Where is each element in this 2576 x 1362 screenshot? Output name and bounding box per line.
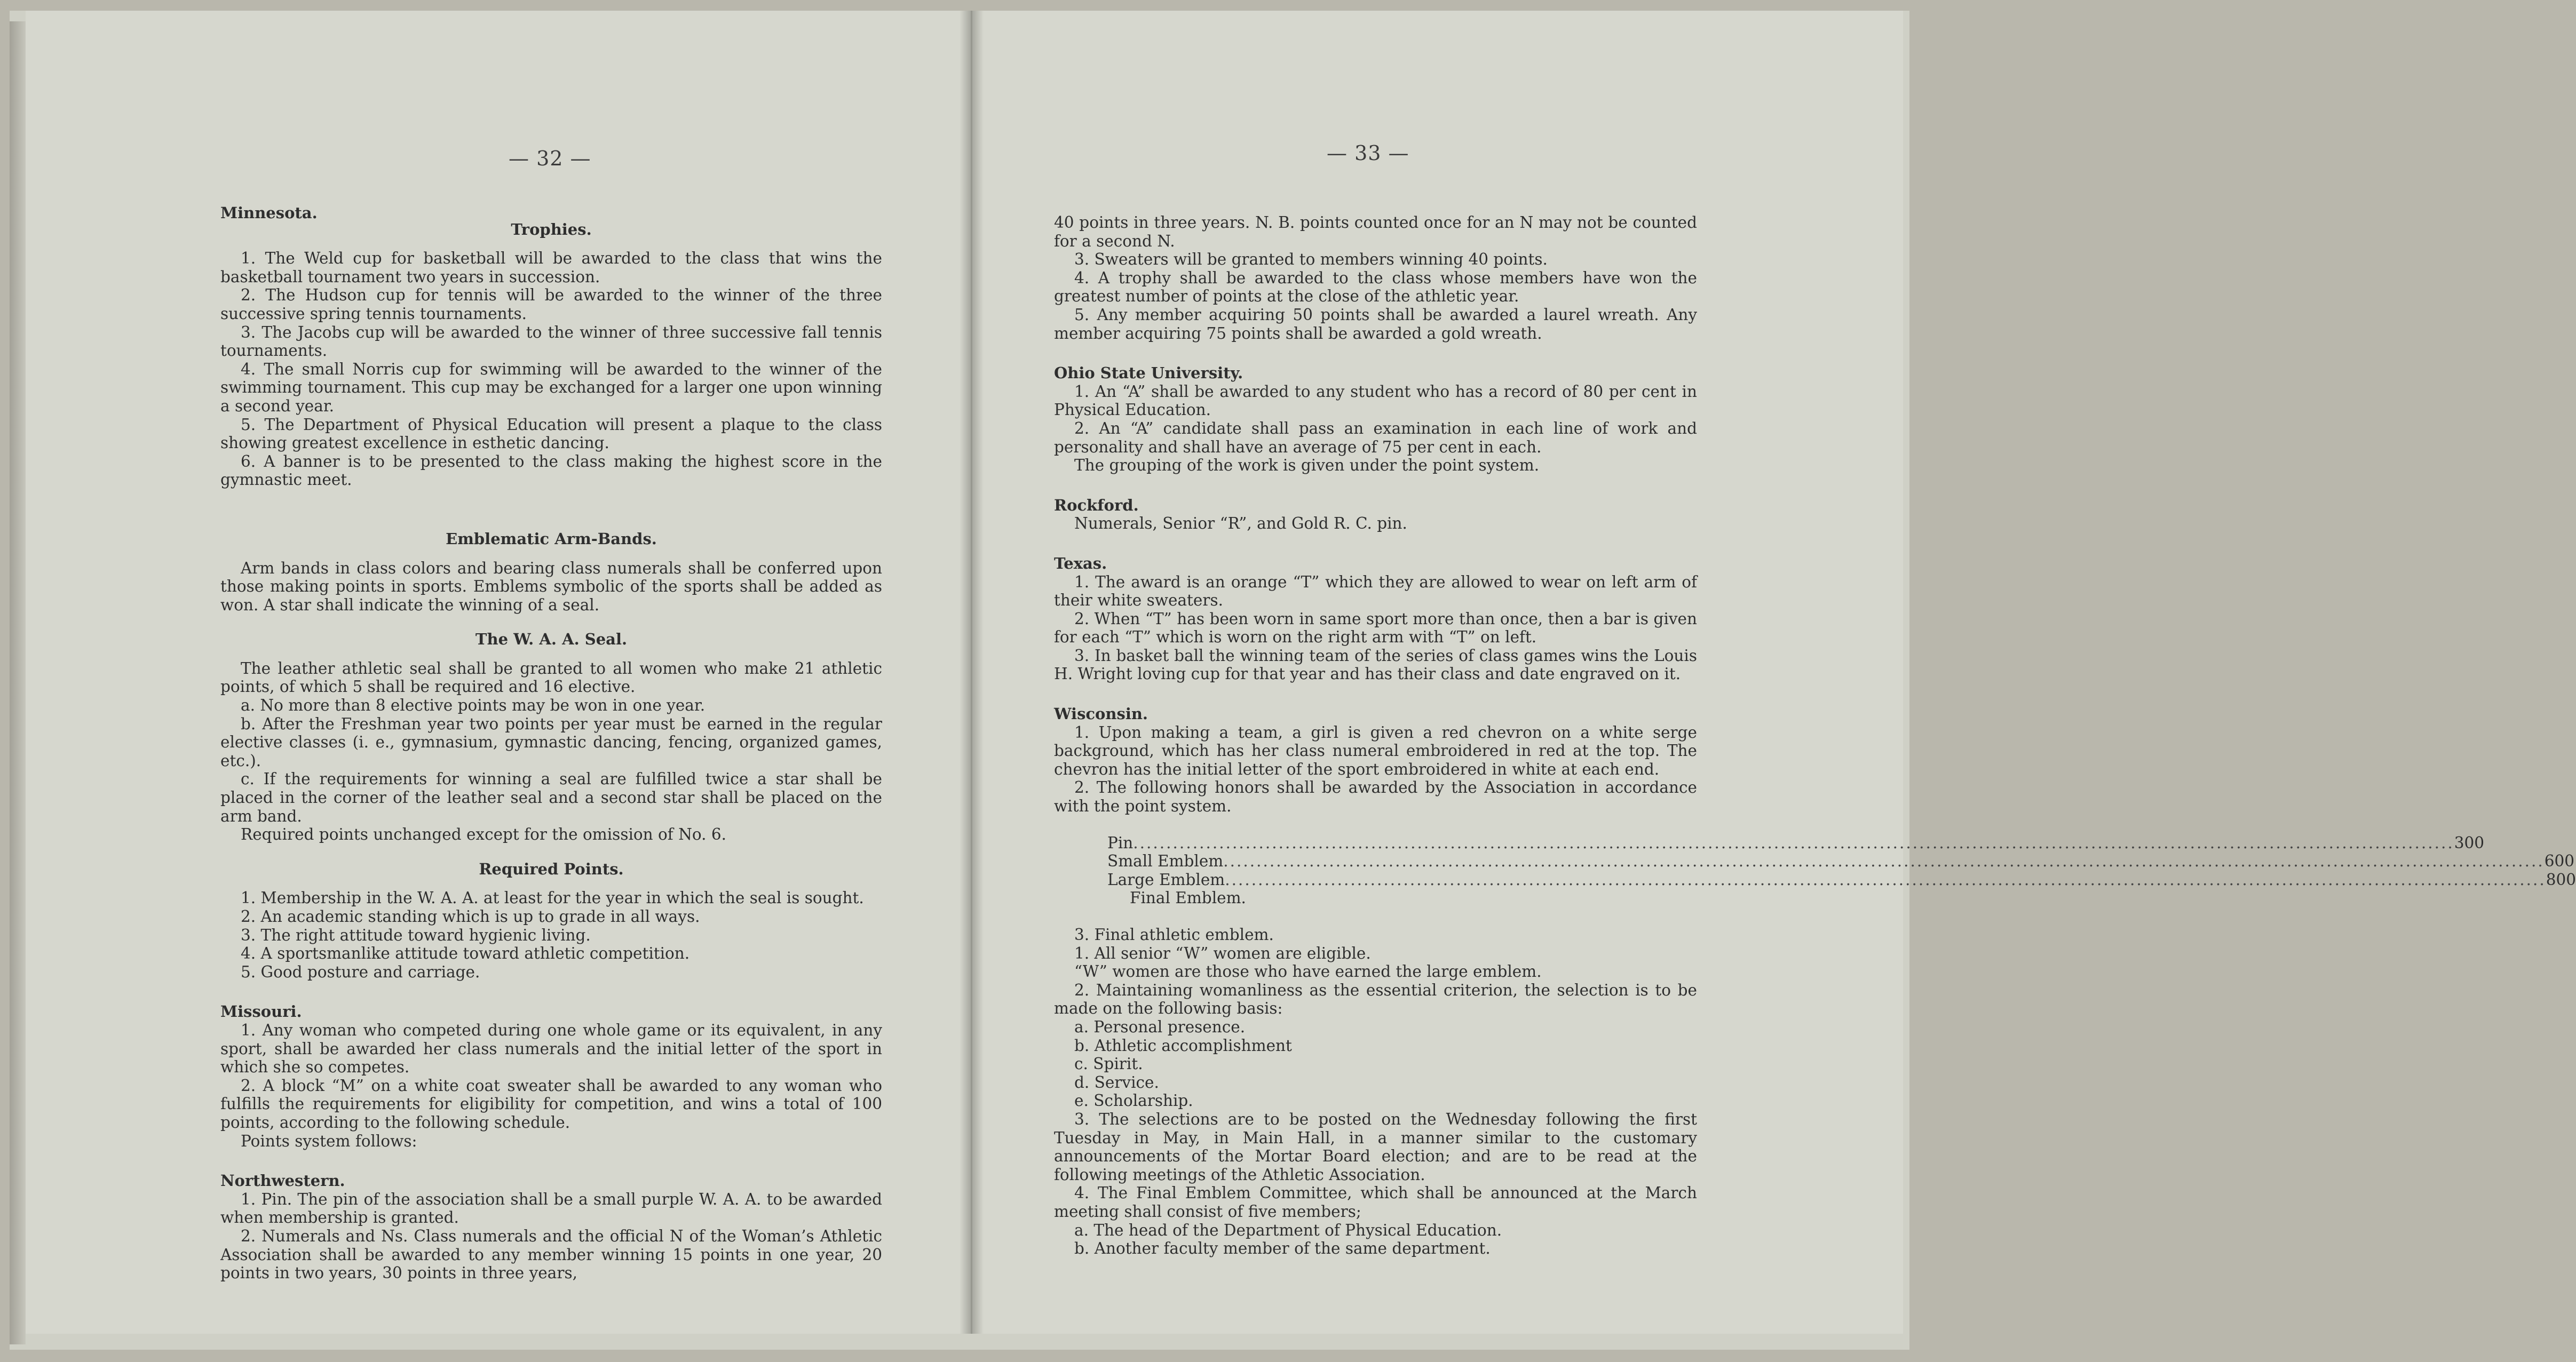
paragraph: 2. An “A” candidate shall pass an examination in each line of work and personality and shall have an average of 75 per cent in each. — [1054, 419, 1697, 456]
institution-heading: Rockford. — [1054, 496, 1139, 514]
paragraph: a. No more than 8 elective points may be won in one year. — [241, 696, 706, 715]
paragraph: 5. Good posture and carriage. — [241, 962, 480, 981]
paragraph: 4. A sportsmanlike attitude toward athletic competition. — [241, 944, 690, 963]
page-number-right: — 33 — — [1327, 141, 1409, 165]
paragraph: 2. Maintaining womanliness as the essential criterion, the selection is to be made on the following basis: — [1054, 981, 1697, 1018]
paragraph: 2. Numerals and Ns. Class numerals and the official N of the Woman’s Athletic Association shall be awarded to any member winning 15 points in one year, 20 points in two years, 30 points in three years, — [220, 1226, 882, 1283]
paragraph: b. Athletic accomplishment — [1074, 1036, 1292, 1055]
paragraph: b. After the Freshman year two points per year must be earned in the regular elective classes (i. e., gymnasium, gymnastic dancing, fencing, organized games, etc.). — [220, 714, 882, 770]
spacer — [1054, 683, 1697, 705]
institution-heading: Wisconsin. — [1054, 705, 1148, 723]
section-heading: Trophies. — [511, 220, 592, 238]
paragraph: The grouping of the work is given under the point system. — [1074, 456, 1540, 475]
spacer — [220, 981, 882, 1002]
section-heading: The W. A. A. Seal. — [475, 630, 628, 649]
paragraph: b. Another faculty member of the same department. — [1074, 1239, 1491, 1258]
honor-points: 600 — [2544, 852, 2575, 871]
spacer — [1054, 475, 1697, 496]
honor-points: 300 — [2454, 833, 2485, 852]
paragraph: Points system follows: — [241, 1132, 417, 1150]
paragraph: 2. A block “M” on a white coat sweater shall be awarded to any woman who fulfills the requirements for eligibility for competition, and wins a total of 100 points, according to the following schedule. — [220, 1076, 882, 1132]
spacer — [1054, 816, 1697, 834]
paragraph: a. The head of the Department of Physical Education. — [1074, 1221, 1502, 1239]
honor-row — [1107, 833, 2485, 853]
paragraph: 3. Sweaters will be granted to members winning 40 points. — [1074, 250, 1548, 269]
paragraph: 2. An academic standing which is up to grade in all ways. — [241, 907, 700, 926]
left-page-text — [220, 204, 882, 1283]
institution-heading: Northwestern. — [220, 1172, 345, 1190]
paragraph: 1. An “A” shall be awarded to any student who has a record of 80 per cent in Physical Education. — [1054, 382, 1697, 419]
right-page-text — [1054, 213, 2576, 1258]
paragraph: 3. The right attitude toward hygienic living. — [241, 926, 591, 944]
paragraph: “W” women are those who have earned the large emblem. — [1074, 962, 1542, 981]
paragraph: Required points unchanged except for the omission of No. 6. — [241, 825, 727, 844]
spacer — [1054, 907, 1697, 926]
spacer — [220, 511, 882, 532]
paragraph: 4. The small Norris cup for swimming will be awarded to the winner of the swimming tournament. This cup may be exchanged for a larger one upon winning a second year. — [220, 360, 882, 415]
honor-subline: Final Emblem. — [1130, 889, 1246, 907]
paragraph: a. Personal presence. — [1074, 1017, 1246, 1036]
paragraph: 40 points in three years. N. B. points counted once for an N may not be counted for a second N. — [1054, 213, 1697, 250]
paragraph: 6. A banner is to be presented to the class making the highest score in the gymnastic meet. — [220, 452, 882, 489]
spacer — [1054, 533, 1697, 554]
section-heading: Emblematic Arm-Bands. — [446, 529, 657, 548]
honor-label: Large Emblem — [1107, 870, 1225, 889]
paragraph: 5. The Department of Physical Education will present a plaque to the class showing greatest excellence in esthetic dancing. — [220, 415, 882, 452]
paragraph: 1. Any woman who competed during one whole game or its equivalent, in any sport, shall be awarded her class numerals and the initial letter of the sport in which she so competes. — [220, 1021, 882, 1077]
institution-heading: Minnesota. — [220, 204, 318, 222]
dot-leader: ........................................................................................................................................................................................................ — [1225, 870, 2546, 889]
spacer — [220, 1150, 882, 1172]
paragraph: 2. The following honors shall be awarded by the Association in accordance with the point system. — [1054, 778, 1697, 816]
book-gutter — [960, 11, 984, 1334]
paragraph: Numerals, Senior “R”, and Gold R. C. pin. — [1074, 514, 1407, 533]
paragraph: 3. The selections are to be posted on the Wednesday following the first Tuesday in May, in Main Hall, in a manner similar to the customary announcements of the Mortar Board election; and are to be read at the following meetings of the Athletic Association. — [1054, 1110, 1697, 1184]
paragraph: 3. In basket ball the winning team of the series of class games wins the Louis H. Wright loving cup for that year and has their class and date engraved on it. — [1054, 646, 1697, 683]
paragraph: c. Spirit. — [1074, 1055, 1143, 1073]
honor-row — [1107, 870, 2576, 889]
paragraph: 4. The Final Emblem Committee, which shall be announced at the March meeting shall consist of five members; — [1054, 1184, 1697, 1221]
paragraph: 1. Upon making a team, a girl is given a red chevron on a white serge background, which has her class numeral embroidered in red at the top. The chevron has the initial letter of the sport embroidered in white at each end. — [1054, 723, 1697, 778]
paragraph: Arm bands in class colors and bearing class numerals shall be conferred upon those making points in sports. Emblems symbolic of the sports shall be added as won. A star shall indicate the winning of a seal. — [220, 559, 882, 614]
paragraph: 3. Final athletic emblem. — [1074, 926, 1274, 944]
paragraph: d. Service. — [1074, 1073, 1159, 1092]
paragraph: 2. When “T” has been worn in same sport more than once, then a bar is given for each “T” which is worn on the right arm with “T” on left. — [1054, 609, 1697, 647]
paragraph: 2. The Hudson cup for tennis will be awarded to the winner of the three successive spring tennis tournaments. — [220, 286, 882, 323]
paragraph: 1. Membership in the W. A. A. at least for the year in which the seal is sought. — [241, 889, 864, 907]
paragraph: c. If the requirements for winning a seal are fulfilled twice a star shall be placed in the corner of the leather seal and a second star shall be placed on the arm band. — [220, 770, 882, 825]
dot-leader: ........................................................................................................................................................................................................ — [1133, 833, 2454, 852]
spacer — [1054, 343, 1697, 364]
paragraph: 1. The Weld cup for basketball will be awarded to the class that wins the basketball tournament two years in succession. — [220, 249, 882, 286]
paragraph: 1. The award is an orange “T” which they are allowed to wear on left arm of their white sweaters. — [1054, 572, 1697, 610]
section-heading: Required Points. — [479, 859, 624, 878]
paragraph: 1. All senior “W” women are eligible. — [1074, 944, 1371, 962]
institution-heading: Ohio State University. — [1054, 364, 1243, 383]
honor-row — [1107, 852, 2575, 871]
honor-points: 800 — [2546, 870, 2576, 889]
page-edge — [10, 21, 26, 1344]
spacer — [220, 844, 882, 862]
institution-heading: Missouri. — [220, 1002, 302, 1021]
page-number-left: — 32 — — [509, 147, 591, 170]
spacer — [220, 614, 882, 632]
dot-leader: ........................................................................................................................................................................................................ — [1223, 852, 2545, 871]
paragraph: 4. A trophy shall be awarded to the class whose members have won the greatest number of points at the close of the athletic year. — [1054, 268, 1697, 306]
honor-label: Small Emblem — [1107, 852, 1224, 871]
paragraph: 3. The Jacobs cup will be awarded to the winner of three successive fall tennis tournaments. — [220, 323, 882, 360]
paragraph: 5. Any member acquiring 50 points shall be awarded a laurel wreath. Any member acquiring 75 points shall be awarded a gold wreath. — [1054, 305, 1697, 343]
institution-heading: Texas. — [1054, 554, 1107, 572]
spacer — [220, 489, 882, 511]
paragraph: e. Scholarship. — [1074, 1092, 1193, 1110]
book-spread — [10, 11, 2576, 1350]
honor-label: Pin — [1107, 833, 1134, 852]
paragraph: 1. Pin. The pin of the association shall be a small purple W. A. A. to be awarded when membership is granted. — [220, 1190, 882, 1227]
paragraph: The leather athletic seal shall be granted to all women who make 21 athletic points, of which 5 shall be required and 16 elective. — [220, 659, 882, 696]
